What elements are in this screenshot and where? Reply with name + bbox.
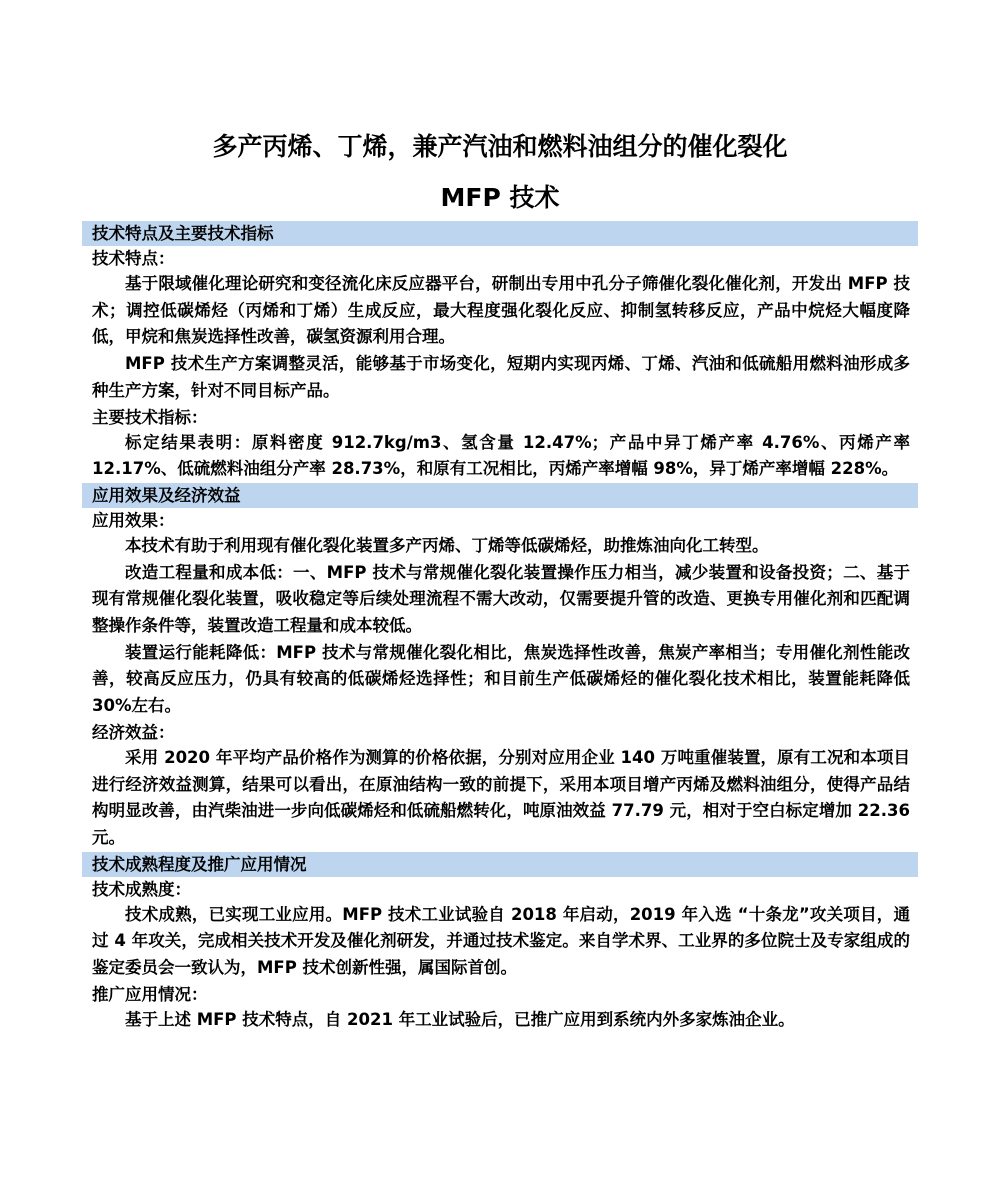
sub-label-features: 技术特点： bbox=[92, 249, 175, 268]
paragraph: 装置运行能耗降低：MFP 技术与常规催化裂化相比，焦炭选择性改善，焦炭产率相当；专用催化剂性能改善，较高反应压力，仍具有较高的低碳烯烃选择性；和目前生产低碳烯烃的催化裂化技术相比，装置能耗降低 30%左右。 bbox=[92, 642, 910, 716]
section-maturity-promotion bbox=[82, 852, 918, 1034]
document-page bbox=[82, 0, 918, 1033]
sub-label-application: 应用效果： bbox=[92, 510, 175, 530]
section-header: 技术成熟程度及推广应用情况 bbox=[82, 852, 918, 877]
paragraph: 改造工程量和成本低：一、MFP 技术与常规催化裂化装置操作压力相当，减少装置和设备投资；二、基于现有常规催化裂化装置，吸收稳定等后续处理流程不需大改动，仅需要提升管的改造、更换专用催化剂和匹配调整操作条件等，装置改造工程量和成本较低。 bbox=[92, 562, 910, 636]
paragraph: 采用 2020 年平均产品价格作为测算的价格依据，分别对应用企业 140 万吨重催装置，原有工况和本项目进行经济效益测算，结果可以看出，在原油结构一致的前提下，采用本项目增产丙烯及燃料油组分，使得产品结构明显改善，由汽柴油进一步向低碳烯烃和低硫船燃转化，吨原油效益 77.79 元，相对于空白标定增加 22.36 元。 bbox=[92, 747, 910, 847]
section-application-benefits bbox=[82, 483, 918, 852]
section-tech-features bbox=[82, 221, 918, 483]
sub-label-promotion: 推广应用情况： bbox=[92, 984, 208, 1004]
section-header: 技术特点及主要技术指标 bbox=[82, 221, 918, 246]
sub-label-maturity: 技术成熟度： bbox=[92, 879, 191, 899]
paragraph: 技术成熟，已实现工业应用。MFP 技术工业试验自 2018 年启动，2019 年入选 “十条龙”攻关项目，通过 4 年攻关，完成相关技术开发及催化剂研发，并通过技术鉴定。来自学术界、工业界的多位院士及专家组成的鉴定委员会一致认为，MFP 技术创新性强，属国际首创。 bbox=[92, 904, 910, 978]
document-title-line-1: 多产丙烯、丁烯，兼产汽油和燃料油组分的催化裂化 bbox=[212, 132, 788, 161]
paragraph: MFP 技术生产方案调整灵活，能够基于市场变化，短期内实现丙烯、丁烯、汽油和低硫船用燃料油形成多种生产方案，针对不同目标产品。 bbox=[92, 354, 910, 400]
sub-label-economics: 经济效益： bbox=[92, 722, 175, 742]
paragraph: 标定结果表明：原料密度 912.7kg/m3、氢含量 12.47%；产品中异丁烯产率 4.76%、丙烯产率 12.17%、低硫燃料油组分产率 28.73%，和原有工况相比，丙烯产率增幅 98%，异丁烯产率增幅 228%。 bbox=[92, 432, 910, 479]
paragraph: 基于上述 MFP 技术特点，自 2021 年工业试验后，已推广应用到系统内外多家炼油企业。 bbox=[125, 1009, 795, 1029]
paragraph: 基于限域催化理论研究和变径流化床反应器平台，研制出专用中孔分子筛催化裂化催化剂，开发出 MFP 技术；调控低碳烯烃（丙烯和丁烯）生成反应，最大程度强化裂化反应、抑制氢转移反应，产品中烷烃大幅度降低，甲烷和焦炭选择性改善，碳氢资源利用合理。 bbox=[92, 274, 910, 347]
sub-label-indicators: 主要技术指标： bbox=[92, 407, 208, 427]
document-title-line-2: MFP 技术 bbox=[440, 183, 560, 212]
paragraph: 本技术有助于利用现有催化裂化装置多产丙烯、丁烯等低碳烯烃，助推炼油向化工转型。 bbox=[125, 535, 769, 555]
section-header: 应用效果及经济效益 bbox=[82, 483, 918, 508]
